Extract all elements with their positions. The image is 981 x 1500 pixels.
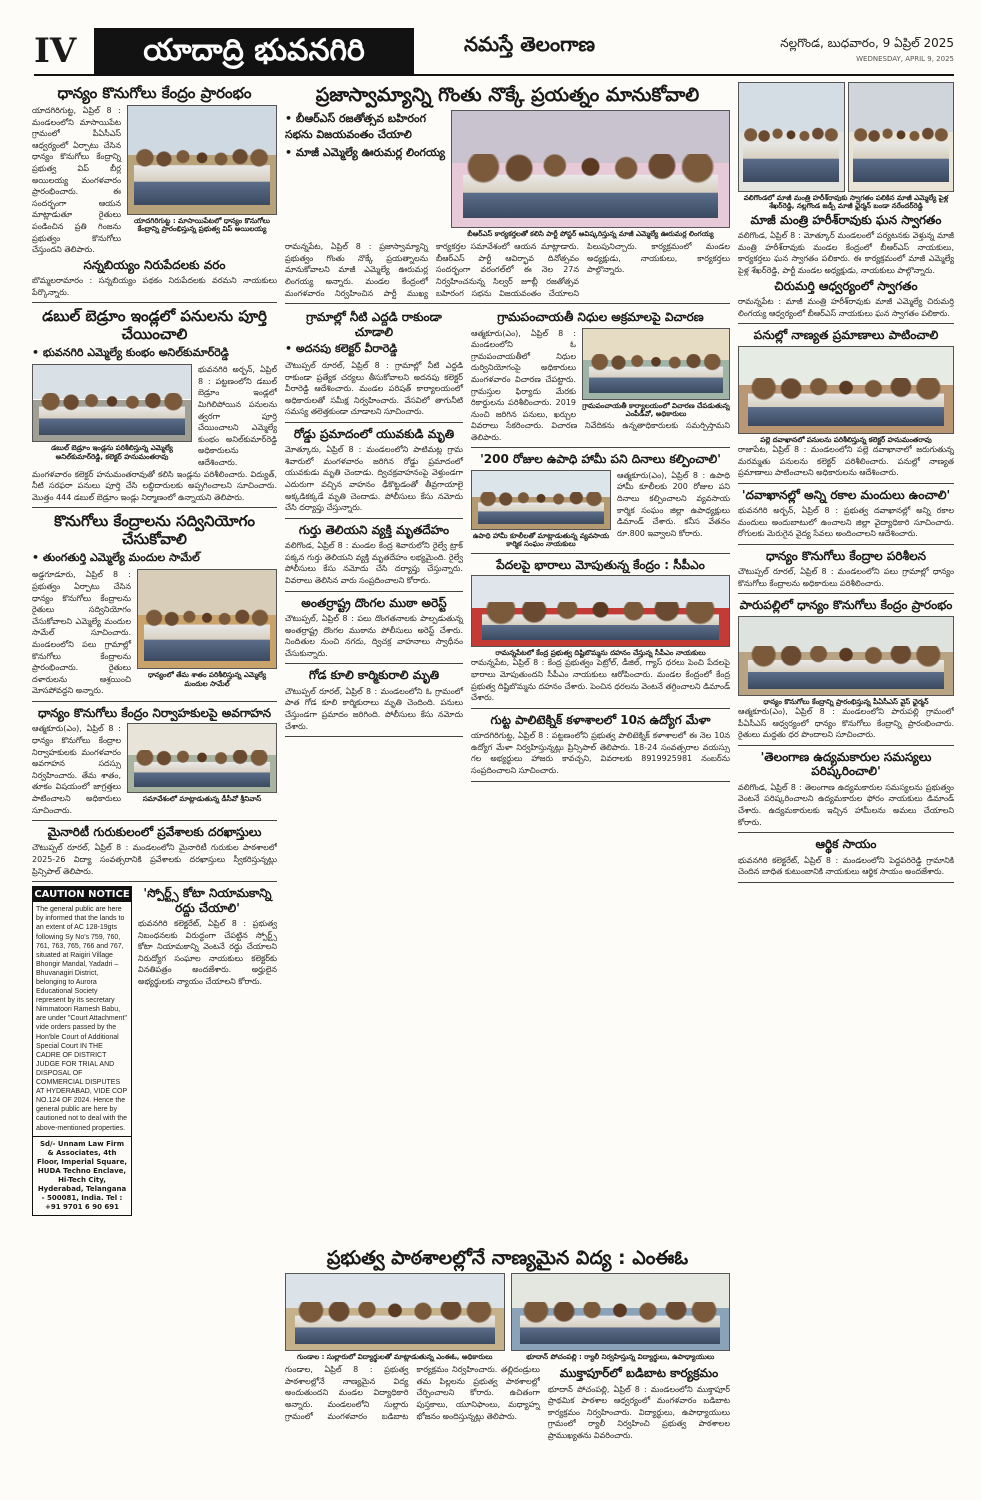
subheadline: • తుంగతుర్తి ఎమ్మెల్యే మందుల సామేల్ [32,551,200,565]
page-number: IV [34,31,77,71]
photo-block [511,1273,731,1361]
article-body: చౌటుప్పల్, ఏప్రిల్ 8 : పలు దొంగతనాలకు పాల్పడుతున్న అంతర్రాష్ట్ర దొంగల ముఠాను పోలీసులు అరెస్ట్ చేశారు. నిందితుల నుంచి నగదు, ద్విచక్ర వాహనాలు స్వాధీనం చేసుకున్నారు. [285,614,463,658]
article-body: భువనగిరి అర్బన్, ఏప్రిల్ 8 : ప్రభుత్వ దవాఖానల్లో అన్ని రకాల మందులు అందుబాటులో ఉంచాలని జిల్లా వైద్యాధికారి సూచించారు. రోగులకు మెరుగైన వైద్య సేవలు అందించాలని ఆదేశించారు. [738,506,954,539]
headline: సన్నబియ్యం నిరుపేదలకు వరం [83,257,226,272]
headline: 'తెలంగాణ ఉద్యమకారుల సమస్యలు పరిష్కరించాలి' [760,750,932,779]
news-photo [285,1273,505,1351]
subheadline: • అదనపు కలెక్టర్ వీరారెడ్డి [285,341,398,355]
article-body: భూదాన్ పోచంపల్లి, ఏప్రిల్ 8 : మండలంలోని ముక్తాపూర్ ప్రాథమిక పాఠశాల ఆధ్వర్యంలో మంగళవారం బడిబాట కార్యక్రమం నిర్వహించారు. విద్యార్థులు, ఉపాధ్యాయులు గ్రామంలో ర్యాలీ నిర్వహించి ప్రభుత్వ పాఠశాలల ప్రాముఖ్యతను వివరించారు. [547,1384,730,1440]
article-body: యాదగిరిగుట్ట, ఏప్రిల్ 8 : మండలంలోని మాసాయిపేట గ్రామంలో పీఏసీఎస్ ఆధ్వర్యంలో ఏర్పాటు చేసిన ధాన్యం కొనుగోలు కేంద్రాన్ని ప్రభుత్వ విప్ బీర్ల అయిలయ్య మంగళవారం ప్రారంభించారు. ఈ సందర్భంగా ఆయన మాట్లాడుతూ రైతులు పండించిన ప్రతి గింజను ప్రభుత్వం కొనుగోలు చేస్తుందని తెలిపారు. [32,106,121,255]
photo-block [582,328,730,419]
article-body: వలిగొండ, ఏప్రిల్ 8 : మండల కేంద్ర శివారులోని రైల్వే ట్రాక్ పక్కన గుర్తు తెలియని వ్యక్తి మృతదేహం లభ్యమైంది. రైల్వే పోలీసులు కేసు నమోదు చేసి దర్యాప్తు చేస్తున్నారు. వివరాలు తెలిసిన వారు సంప్రదించాలని కోరారు. [285,541,463,586]
headline: గుట్ట పాలిటెక్నిక్ కళాశాలలో 10న ఉద్యోగ మేళా [490,712,711,727]
news-photo [471,470,611,530]
column-center [285,82,730,1242]
headline: పేదలపై భారాలు మోపుతున్న కేంద్రం : సీపీఎం [496,557,705,572]
headline: 'దవాఖానల్లో అన్ని రకాల మందులు ఉంచాలి' [741,487,951,502]
photo-caption: రామన్నపేటలో కేంద్ర ప్రభుత్వ దిష్టిబొమ్మను దహనం చేస్తున్న సీపీఎం నాయకులు [495,649,706,658]
side-story [548,1364,730,1441]
news-photo [511,1273,731,1351]
photo-block [32,364,192,461]
story-thieves [285,596,463,665]
headline: డబుల్ బెడ్రూం ఇండ్లలో పనులను పూర్తి చేయించాలి [42,307,267,344]
story-parupalli [738,598,954,746]
photo-block [127,723,277,803]
headline: గ్రామపంచాయతీ నిధుల అక్రమాలపై విచారణ [497,310,704,325]
photo-block [137,569,277,688]
story-grain-center [32,84,277,303]
headline: ఆర్థిక సాయం [815,837,877,852]
date-telugu: నల్లగొండ, బుధవారం, 9 ఏప్రిల్ 2025 [780,36,954,50]
photo-caption: గుండాల : సుల్లారులో విద్యార్థులతో మాట్లాడుతున్న ఎంఈఓ, అధికారులు [297,1352,493,1361]
news-photo [127,105,277,215]
photo-caption: ధాన్యంలో తేమ శాతం పరిశీలిస్తున్న ఎమ్మెల్యే మందుల సామేల్ [147,671,267,688]
story-accident [285,427,463,519]
lead-top [285,110,730,238]
article-body: వలిగొండ, ఏప్రిల్ 8 : తెలంగాణ ఉద్యమకారుల సమస్యలను ప్రభుత్వం వెంటనే పరిష్కరించాలని ఉద్యమకారుల ఫోరం నాయకులు డిమాండ్ చేశారు. ఉద్యమకారులకు ఇచ్చిన హామీలను అమలు చేయాలని కోరారు. [738,782,954,827]
headline: గుర్తు తెలియని వ్యక్తి మృతదేహం [298,522,450,537]
news-photo [848,82,955,192]
story-minority-gurukul [32,825,277,882]
dateline [780,36,954,63]
headline: ధాన్యం కొనుగోలు కేంద్రం నిర్వాహకులపై అవగాహన [37,705,272,720]
story-quality [738,328,954,484]
headline: ధాన్యం కొనుగోలు కేంద్రం ప్రారంభం [57,84,252,102]
headline: గోడ కూలి కార్మికురాలి మృతి [308,668,440,683]
caution-body: The general public are here by informed that the lands to an extent of AC 128-19gts following Sy No's 759, 760, 761, 763, 765, 766 and 767, situated at Raigiri Village Bhongir Mandal, Yadadri – Bhuvanagiri District, belonging to Aurora Educational Society represent by its secretary Nimmatoori Ramesh Babu, are under "Court Attachment" vide orders passed by the Hon'ble Court of Additional Special Court IN THE CADRE OF DISTRICT JUDGE FOR TRIAL AND DISPOSAL OF COMMERCIAL DISPUTES AT HYDERABAD, VIDE COP NO.124 OF 2024. Hence the general public are here by cautioned not to deal with the above-mentioned properties. [36,906,128,1132]
column-left [32,82,277,1492]
photo-caption: ధాన్యం కొనుగోలు కేంద్రాన్ని ప్రారంభిస్తున్న పీఏసీఎస్ వైస్ ఛైర్మన్ [763,697,929,706]
center-columns [285,308,730,785]
headline: మైనారిటీ గురుకులంలో ప్రవేశాలకు దరఖాస్తులు [47,825,262,840]
headline: కొనుగోలు కేంద్రాలను సద్వినియోగం చేసుకోవాలి [54,512,255,549]
story-upadhi [471,452,730,553]
article-body: భువనగిరి అర్బన్, ఏప్రిల్ 8 : పట్టణంలోని డబుల్ బెడ్రూం ఇండ్లలో మిగిలిపోయిన పనులను త్వరగా పూర్తి చేయించాలని ఎమ్మెల్యే కుంభం అనిల్‌కుమార్‌రెడ్డి అధికారులను ఆదేశించారు. మంగళవారం కలెక్టర్ హనుమంతరావుతో కలిసి ఇండ్లను పరిశీలించారు. విద్యుత్, నీటి సరఫరా పనులు పూర్తి చేసి లబ్ధిదారులకు అప్పగించాలని సూచించారు. మొత్తం 444 డబుల్ బెడ్రూం ఇండ్లు నిర్మాణంలో ఉన్నాయని తెలిపారు. [32,365,277,502]
bottom-body-row [285,1364,730,1441]
article-body: చౌటుప్పల్ రూరల్, ఏప్రిల్ 8 : మండలంలోని ఓ గ్రామంలో పాత గోడ కూలి కార్మికురాలు మృతి చెందింది. పనులు చేస్తుండగా ప్రమాదం జరిగింది. పోలీసులు కేసు నమోదు చేశారు. [285,686,463,731]
lead-subheads [285,110,445,238]
story-job-mela [471,713,730,782]
article-body: భువనగిరి కలెక్టరేట్, ఏప్రిల్ 8 : మండలంలోని పెద్దపరిరెడ్డి గ్రామానికి చెందిన బాధిత కుటుంబానికి నాయకులు ఆర్థిక సాయం అందజేశారు. [738,855,954,877]
headline: రోడ్డు ప్రమాదంలో యువకుడి మృతి [293,426,455,441]
subheadline: • మాజీ ఎమ్మెల్యే ఊరుమర్ల లింగయ్య [285,145,446,159]
news-photo [137,569,277,669]
headline: ముక్తాపూర్‌లో బడిబాట కార్యక్రమం [559,1366,719,1381]
lead-headline: ప్రజాస్వామ్యాన్ని గొంతు నొక్కే ప్రయత్నం మానుకోవాలి [315,84,700,106]
news-photo [738,346,954,434]
headline: గ్రామాల్లో నీటి ఎద్దడి రాకుండా చూడాలి [306,310,442,339]
article-body: రాజాపేట, ఏప్రిల్ 8 : మండలంలోని పల్లె దవాఖానాలో జరుగుతున్న మరమ్మతు పనులను కలెక్టర్ పరిశీలించారు. పనుల్లో నాణ్యత ప్రమాణాలు పాటించాలని అధికారులను ఆదేశించారు. [738,444,954,478]
headline: 'స్పోర్ట్స్ కోటా నియామకాన్ని రద్దు చేయాలి' [143,886,272,915]
article-body: బొమ్మలరామారం : సన్నబియ్యం పథకం నిరుపేదలకు వరమని నాయకులు పేర్కొన్నారు. [32,276,277,297]
caution-signature: Sd/- Unnam Law Firm & Associates, 4th Floor, Imperial Square, HUDA Techno Enclave, Hi-Tech City, Hyderabad, Telangana - 500081, India. Tel : +91 9701 6 90 691 [33,1136,131,1216]
bottom-left-block [32,886,277,1212]
headline: ప్రభుత్వ పాఠశాలల్లోనే నాణ్యమైన విద్య : ఎంఈఓ [326,1247,689,1269]
news-photo [471,575,730,647]
subheadline: • భువనగిరి ఎమ్మెల్యే కుంభం అనిల్‌కుమార్‌రెడ్డి [32,346,229,360]
headline: మాజీ మంత్రి హరీశ్‌రావుకు ఘన స్వాగతం [750,212,942,227]
photo-block [285,1273,505,1361]
center-subcol-left [285,308,463,785]
article-body: మోత్కూరు, ఏప్రిల్ 8 : మండలంలోని పాటిమట్ల గ్రామ శివారులో మంగళవారం జరిగిన రోడ్డు ప్రమాదంలో యువకుడు మృతి చెందాడు. ద్విచక్రవాహనంపై వెళ్తుండగా ఎదురుగా వచ్చిన వాహనం ఢీకొట్టడంతో తీవ్రగాయాలై అక్కడికక్కడే మృతి చెందాడు. పోలీసులు కేసు నమోదు చేసి దర్యాప్తు చేస్తున్నారు. [285,445,463,513]
caution-notice [32,886,132,1216]
story-awareness [32,706,277,821]
story-financial-aid [738,837,954,883]
photo-pair [738,82,954,192]
photo-caption: భూదాన్ పోచంపల్లి : ర్యాలీ నిర్వహిస్తున్న విద్యార్థులు, ఉపాధ్యాయులు [526,1352,715,1361]
article-body: ఆత్మకూరు(ఎం), ఏప్రిల్ 8 : మండలంలోని పారుపల్లి గ్రామంలో పీఏసీఎస్ ఆధ్వర్యంలో ధాన్యం కొనుగోలు కేంద్రాన్ని ప్రారంభించారు. రైతులు మద్దతు ధర పొందాలని సూచించారు. [738,707,954,740]
news-photo [738,616,954,696]
photo-block [127,105,277,234]
story-gp-funds [471,310,730,448]
story-procurement-use [32,512,277,702]
article-body: ఆత్మకూరు(ఎం), ఏప్రిల్ 8 : ధాన్యం కొనుగోలు కేంద్రాల నిర్వాహకులకు మంగళవారం అవగాహన సదస్సు నిర్వహించారు. తేమ శాతం, తూకం విషయంలో జాగ్రత్తలు పాటించాలని అధికారులు సూచించారు. [32,724,121,815]
news-photo [127,723,277,793]
article-body: చౌటుప్పల్ రూరల్, ఏప్రిల్ 8 : గ్రామాల్లో నీటి ఎద్దడి రాకుండా ప్రత్యేక చర్యలు తీసుకోవాలని అదనపు కలెక్టర్ వీరారెడ్డి ఆదేశించారు. మండల పరిషత్ కార్యాలయంలో అధికారులతో సమీక్ష నిర్వహించారు. వేసవిలో తాగునీటి సమస్య తలెత్తకుండా చూడాలని సూచించారు. [285,360,463,417]
story-unknown-body [285,523,463,592]
section-title: యాదాద్రి భువనగిరి [94,28,414,74]
news-photo [32,364,192,442]
story-wall-collapse [285,668,463,737]
article-body: యాదగిరిగుట్ట, ఏప్రిల్ 8 : పట్టణంలోని ప్రభుత్వ పాలిటెక్నిక్ కళాశాలలో ఈ నెల 10న ఉద్యోగ మేళా నిర్వహిస్తున్నట్లు ప్రిన్సిపాల్ తెలిపారు. 18-24 సంవత్సరాల వయస్సు గల అభ్యర్థులు హాజరు కావచ్చని, వివరాలకు 8919925981 నంబర్‌ను సంప్రదించాలని సూచించారు. [471,731,730,775]
article-body: అడ్డగూడూరు, ఏప్రిల్ 8 : ప్రభుత్వం ఏర్పాటు చేసిన ధాన్యం కొనుగోలు కేంద్రాలను రైతులు సద్వినియోగం చేసుకోవాలని ఎమ్మెల్యే మందుల సామేల్ సూచించారు. మండలంలోని పలు గ్రామాల్లో కొనుగోలు కేంద్రాలను ప్రారంభించారు. రైతులు దళారులను ఆశ్రయించి మోసపోవద్దని అన్నారు. [32,570,131,696]
headline: ధాన్యం కొనుగోలు కేంద్రాల పరిశీలన [765,548,927,563]
photo-caption: సమావేశంలో మాట్లాడుతున్న డీసీవో శ్రీనివాస్ [142,795,262,804]
photo-caption: డబుల్ బెడ్రూం ఇండ్లను పరిశీలిస్తున్న ఎమ్మెల్యే అనిల్‌కుమార్‌రెడ్డి, కలెక్టర్ హనుమంతరావు [51,444,173,461]
center-subcol-right [471,308,730,785]
story-double-bedroom [32,307,277,508]
photo-caption: గ్రామపంచాయతీ కార్యాలయంలో విచారణ చేపడుతున్న ఎంపీడీవో, అధికారులు [582,401,730,418]
date-english: WEDNESDAY, APRIL 9, 2025 [856,55,954,63]
photo-row [285,1273,730,1361]
story-medicines [738,488,954,545]
headline: పారుపల్లిలో ధాన్యం కొనుగోలు కేంద్రం ప్రారంభం [739,598,953,613]
news-photo [451,110,730,228]
story-water [285,310,463,423]
article-body: చౌటుప్పల్ రూరల్, ఏప్రిల్ 8 : మండలంలోని పలు గ్రామాల్లో ధాన్యం కొనుగోలు కేంద్రాలను అధికారులు పరిశీలించారు. [738,567,954,588]
photo-caption: ఉపాధి హామీ కూలీలతో మాట్లాడుతున్న వ్యవసాయ కార్మిక సంఘం నాయకులు [472,531,610,549]
article-body: భువనగిరి కలెక్టరేట్, ఏప్రిల్ 8 : ప్రభుత్వ నిబంధనలకు విరుద్ధంగా చేపట్టిన స్పోర్ట్స్ కోటా నియామకాన్ని వెంటనే రద్దు చేయాలని నిరుద్యోగ సంఘాల నాయకులు కలెక్టర్‌కు వినతిపత్రం అందజేశారు. అర్హులైన అభ్యర్థులకు న్యాయం చేయాలని కోరారు. [138,919,277,987]
story-cpm [471,558,730,709]
headline: పనుల్లో నాణ్యత ప్రమాణాలు పాటించాలి [753,328,939,343]
headline: అంతర్రాష్ట్ర దొంగల ముఠా అరెస్ట్ [301,595,447,610]
photo-block [471,470,611,549]
column-right [738,82,954,1492]
news-photo [738,82,845,192]
headline: '200 రోజుల ఉపాధి హామీ పని దినాలు కల్పించాలి' [480,452,721,467]
newspaper-brand: నమస్తే తెలంగాణ [464,32,596,56]
photo-caption: వలిగొండలో మాజీ మంత్రి హరీశ్‌రావుకు స్వాగతం పలికిన మాజీ ఎమ్మెల్యే పైళ్ల శేఖర్‌రెడ్డి, నల్లగొండ జడ్పీ మాజీ ఛైర్మన్ బండా నరేందర్‌రెడ్డి [743,194,949,211]
story-activists [738,750,954,833]
bottom-center-story [285,1245,730,1493]
photo-caption: యాదగిరిగుట్ట : మాసాయిపేటలో ధాన్యం కొనుగోలు కేంద్రాన్ని ప్రారంభిస్తున్న ప్రభుత్వ విప్ అయిలయ్య [134,217,270,234]
headline: చిరుమర్తి ఆధ్వర్యంలో స్వాగతం [774,278,918,293]
article-body: చౌటుప్పల్ రూరల్, ఏప్రిల్ 8 : మండలంలోని మైనారిటీ గురుకుల పాఠశాలలో 2025-26 విద్యా సంవత్సరానికి ప్రవేశాలకు దరఖాస్తులు స్వీకరిస్తున్నట్లు ప్రిన్సిపాల్ తెలిపారు. [32,843,277,876]
article-body: రామన్నపేట, ఏప్రిల్ 8 : కేంద్ర ప్రభుత్వం పెట్రోల్, డీజిల్, గ్యాస్ ధరలు పెంచి పేదలపై భారాలు మోపుతుందని సీపీఎం నాయకులు ఆరోపించారు. మండల కేంద్రంలో కేంద్ర ప్రభుత్వ దిష్టిబొమ్మను దహనం చేశారు. పెంచిన ధరలను వెంటనే తగ్గించాలని డిమాండ్ చేశారు. [471,658,730,703]
masthead [34,28,954,76]
story-procurement-inspect [738,549,954,595]
subheadline: • బీఆర్‌ఎస్ రజతోత్సవ బహిరంగ సభను విజయవంతం చేయాలి [285,111,427,141]
article-body: ఆత్మకూరు(ఎం), ఏప్రిల్ 8 : ఉపాధి హామీ కూలీలకు 200 రోజుల పని దినాలు కల్పించాలని వ్యవసాయ కార్మిక సంఘం జిల్లా ఉపాధ్యక్షులు డిమాండ్ చేశారు. కనీస వేతనం రూ.800 ఇవ్వాలని కోరారు. [617,470,730,538]
article-body: రామన్నపేట : మాజీ మంత్రి హరీశ్‌రావుకు మాజీ ఎమ్మెల్యే చిరుమర్తి లింగయ్య ఆధ్వర్యంలో బీఆర్‌ఎస్ నాయకులు ఘన స్వాగతం పలికారు. [738,296,954,318]
story-harish-welcome [738,82,954,324]
photo-block [451,110,730,238]
article-body: వలిగొండ, ఏప్రిల్ 8 : మోత్కూర్ మండలంలో పర్యటనకు వెళ్తున్న మాజీ మంత్రి హరీశ్‌రావుకు మండల కేంద్రంలో బీఆర్‌ఎస్ నాయకులు, కార్యకర్తలు ఘన స్వాగతం పలికారు. ఈ కార్యక్రమంలో మాజీ ఎమ్మెల్యే పైళ్ల శేఖర్‌రెడ్డి, పార్టీ మండల అధ్యక్షుడు, నాయకులు పాల్గొన్నారు. [738,231,954,275]
article-body: గుండాల, ఏప్రిల్ 8 : ప్రభుత్వ పాఠశాలల్లోనే నాణ్యమైన విద్య అందుతుందని మండల విద్యాధికారి అన్నారు. మండలంలోని సుల్లారు గ్రామంలో మంగళవారం బడిబాట కార్యక్రమం నిర్వహించారు. తల్లిదండ్రులు తమ పిల్లలను ప్రభుత్వ పాఠశాలల్లో చేర్పించాలని కోరారు. ఉచితంగా పుస్తకాలు, యూనిఫాంలు, మధ్యాహ్న భోజనం అందిస్తున్నట్లు తెలిపారు. [285,1365,540,1421]
news-photo [582,328,730,400]
article-body: ఆత్మకూరు(ఎం), ఏప్రిల్ 8 : మండలంలోని ఓ గ్రామపంచాయతీలో నిధుల దుర్వినియోగంపై అధికారులు మంగళవారం విచారణ చేపట్టారు. గ్రామస్తుల ఫిర్యాదు మేరకు రికార్డులను పరిశీలించారు. 2019 నుంచి జరిగిన పనులు, ఖర్చుల వివరాలు సేకరించారు. విచారణ నివేదికను ఉన్నతాధికారులకు సమర్పిస్తామని తెలిపారు. [471,328,730,442]
caution-title: CAUTION NOTICE [34,889,130,901]
lead-body: రామన్నపేట, ఏప్రిల్ 8 : ప్రజాస్వామ్యాన్ని ప్రభుత్వం గొంతు నొక్కే ప్రయత్నాలను మానుకోవాలని మాజీ ఎమ్మెల్యే ఊరుమర్ల లింగయ్య అన్నారు. మండల కేంద్రంలో మంగళవారం నిర్వహించిన పార్టీ ముఖ్య కార్యకర్తల సమావేశంలో ఆయన మాట్లాడారు. బీఆర్‌ఎస్ పార్టీ ఆవిర్భావ దినోత్సవం సందర్భంగా వరంగల్‌లో ఈ నెల 27న నిర్వహించనున్న సిల్వర్ జూబ్లీ రజతోత్సవ బహిరంగ సభను విజయవంతం చేయాలని పిలుపునిచ్చారు. కార్యక్రమంలో మండల అధ్యక్షుడు, నాయకులు, కార్యకర్తలు పాల్గొన్నారు. [285,241,730,304]
photo-caption: పల్లె దవాఖానలో పనులను పరిశీలిస్తున్న కలెక్టర్ హనుమంతరావు [760,435,932,444]
photo-caption: బీఆర్‌ఎస్ కార్యకర్తలతో కలిసి పార్టీ పోస్టర్ ఆవిష్కరిస్తున్న మాజీ ఎమ్మెల్యే ఊరుమర్ల లింగయ్య [467,229,714,238]
